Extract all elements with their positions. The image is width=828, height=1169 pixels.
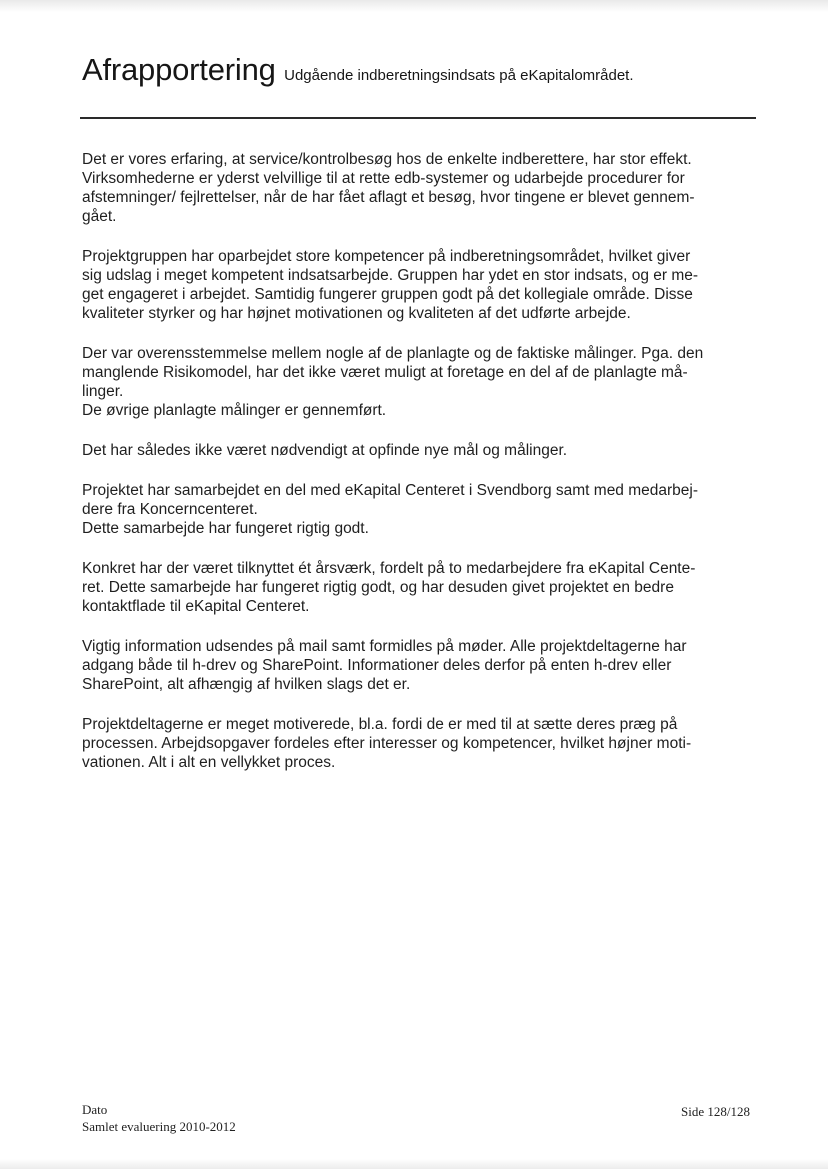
paragraph-line: Projektdeltagerne er meget motiverede, bl.a. fordi de er med til at sætte deres præg på bbox=[82, 716, 678, 733]
paragraph bbox=[82, 481, 756, 538]
paragraph-line: Der var overensstemmelse mellem nogle af de planlagte og de faktiske målinger. Pga. den bbox=[82, 345, 704, 362]
paragraph-line: De øvrige planlagte målinger er gennemført. bbox=[82, 402, 387, 419]
paragraph-line: Det er vores erfaring, at service/kontrolbesøg hos de enkelte indberettere, har stor effekt. bbox=[82, 151, 692, 168]
paragraph-line: get engageret i arbejdet. Samtidig fungerer gruppen godt på det kollegiale område. Disse bbox=[82, 286, 693, 303]
page-number: Side 128/128 bbox=[681, 1104, 750, 1119]
paragraph bbox=[82, 344, 756, 420]
paragraph bbox=[82, 247, 756, 323]
paragraph-line: afstemninger/ fejlrettelser, når de har fået aflagt et besøg, hvor tingene er blevet gennem- bbox=[82, 189, 695, 206]
paragraph-line: linger. bbox=[82, 383, 124, 400]
paragraph-line: kvaliteter styrker og har højnet motivationen og kvaliteten af det udførte arbejde. bbox=[82, 305, 631, 322]
header-divider bbox=[80, 117, 756, 119]
paragraph-line: Projektet har samarbejdet en del med eKapital Centeret i Svendborg samt med medarbej- bbox=[82, 482, 699, 499]
page-subtitle: Udgående indberetningsindsats på eKapitalområdet. bbox=[284, 67, 634, 84]
scan-top-edge bbox=[0, 0, 828, 12]
paragraph bbox=[82, 150, 756, 226]
document-body bbox=[82, 150, 756, 793]
paragraph-line: sig udslag i meget kompetent indsatsarbejde. Gruppen har ydet en stor indsats, og er me- bbox=[82, 267, 699, 284]
paragraph bbox=[82, 637, 756, 694]
paragraph-line: Det har således ikke været nødvendigt at opfinde nye mål og målinger. bbox=[82, 442, 568, 459]
paragraph-line: ret. Dette samarbejde har fungeret rigtig godt, og har desuden givet projektet en bedre bbox=[82, 579, 674, 596]
footer-document-name: Samlet evaluering 2010-2012 bbox=[82, 1119, 236, 1134]
page-title: Afrapportering bbox=[82, 52, 276, 87]
paragraph-line: dere fra Koncerncenteret. bbox=[82, 501, 258, 518]
paragraph bbox=[82, 715, 756, 772]
paragraph bbox=[82, 559, 756, 616]
paragraph-line: gået. bbox=[82, 208, 117, 225]
paragraph bbox=[82, 441, 756, 460]
scan-bottom-edge bbox=[0, 1159, 828, 1169]
paragraph-line: Virksomhederne er yderst velvillige til at rette edb-systemer og udarbejde procedurer for bbox=[82, 170, 685, 187]
paragraph-line: processen. Arbejdsopgaver fordeles efter interesser og kompetencer, hvilket højner moti- bbox=[82, 735, 692, 752]
paragraph-line: Vigtig information udsendes på mail samt formidles på møder. Alle projektdeltagerne har bbox=[82, 638, 687, 655]
paragraph-line: Projektgruppen har oparbejdet store kompetencer på indberetningsområdet, hvilket giver bbox=[82, 248, 691, 265]
paragraph-line: SharePoint, alt afhængig af hvilken slags det er. bbox=[82, 676, 411, 693]
footer-date-label: Dato bbox=[82, 1102, 108, 1117]
paragraph-line: manglende Risikomodel, har det ikke været muligt at foretage en del af de planlagte må- bbox=[82, 364, 688, 381]
paragraph-line: Dette samarbejde har fungeret rigtig godt. bbox=[82, 520, 369, 537]
paragraph-line: adgang både til h-drev og SharePoint. Informationer deles derfor på enten h-drev eller bbox=[82, 657, 672, 674]
paragraph-line: vationen. Alt i alt en vellykket proces. bbox=[82, 754, 336, 771]
page-header bbox=[82, 52, 634, 88]
footer-left bbox=[82, 1101, 236, 1135]
paragraph-line: Konkret har der været tilknyttet ét årsværk, fordelt på to medarbejdere fra eKapital Cente- bbox=[82, 560, 696, 577]
paragraph-line: kontaktflade til eKapital Centeret. bbox=[82, 598, 310, 615]
